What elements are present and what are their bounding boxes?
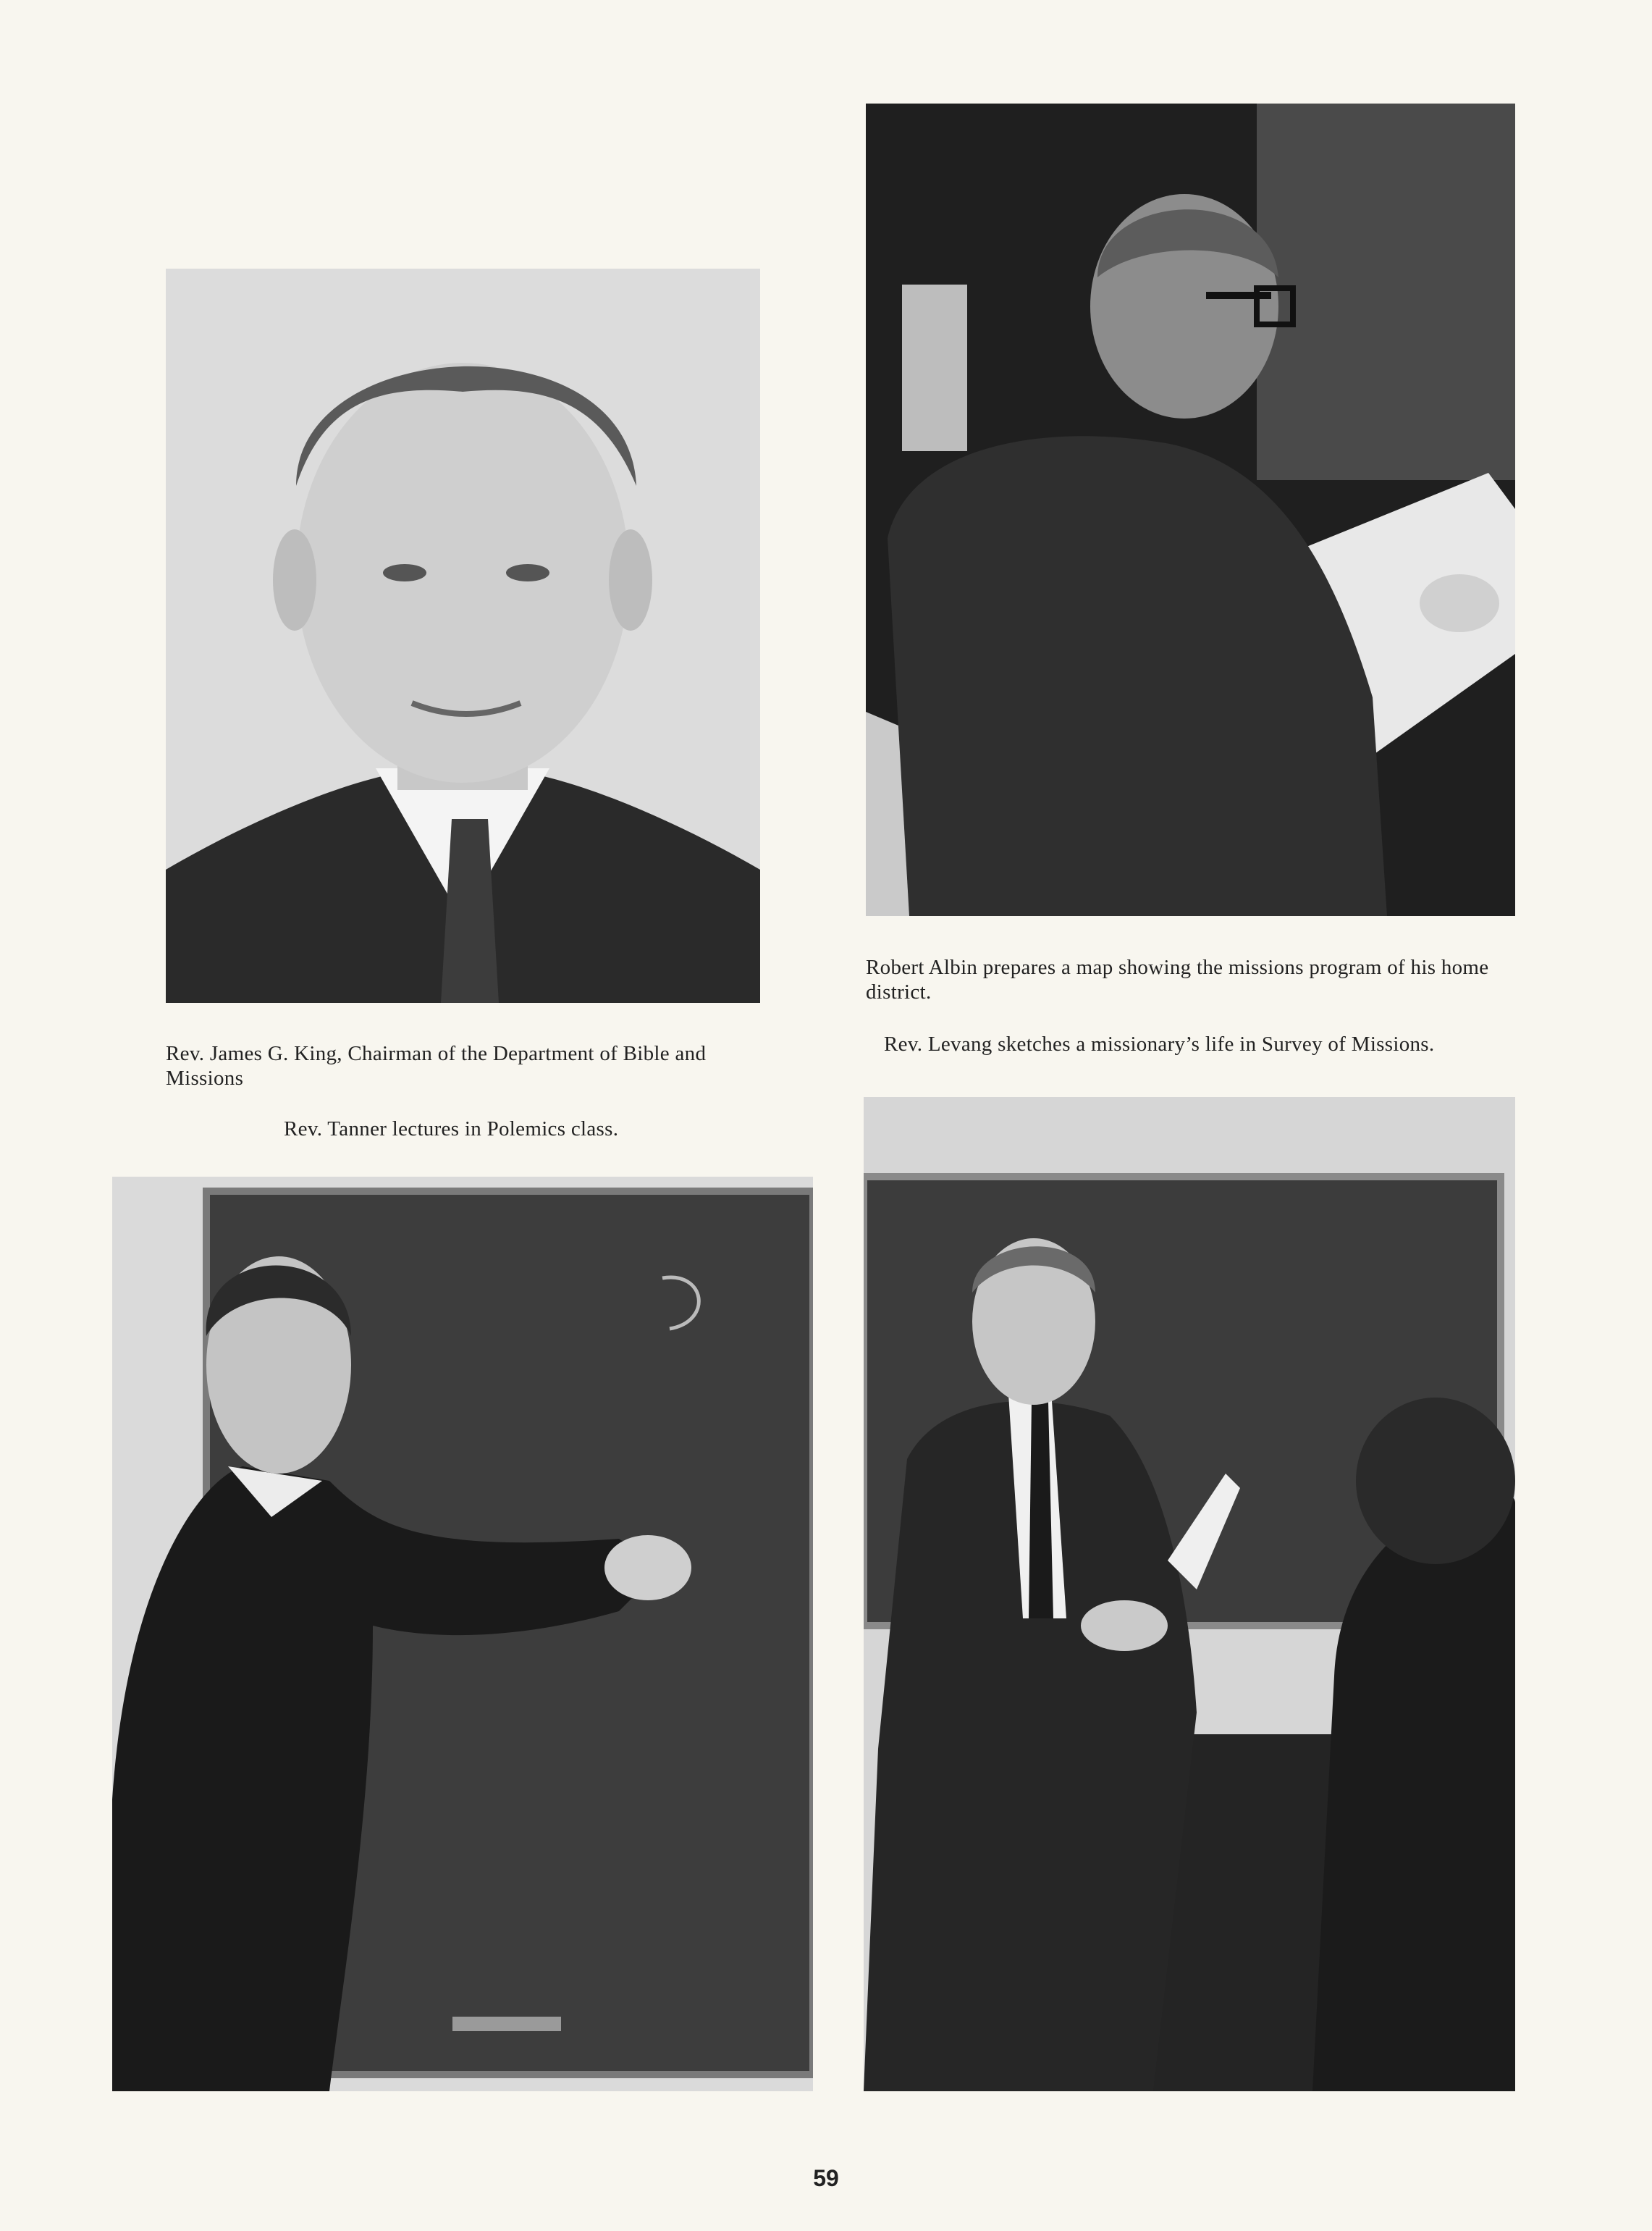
king-portrait-photo bbox=[166, 269, 760, 1003]
albin-caption: Robert Albin prepares a map showing the missions program of his home district. bbox=[866, 956, 1489, 1004]
tanner-lecture-photo bbox=[112, 1177, 813, 2091]
king-caption: Rev. James G. King, Chairman of the Department of Bible and Missions bbox=[166, 1042, 707, 1090]
levang-class-photo bbox=[864, 1097, 1515, 2091]
albin-map-photo bbox=[866, 104, 1515, 916]
levang-caption: Rev. Levang sketches a missionary’s life in Survey of Missions. bbox=[884, 1033, 1435, 1056]
tanner-caption: Rev. Tanner lectures in Polemics class. bbox=[284, 1117, 619, 1140]
page-number: 59 bbox=[813, 2165, 839, 2191]
